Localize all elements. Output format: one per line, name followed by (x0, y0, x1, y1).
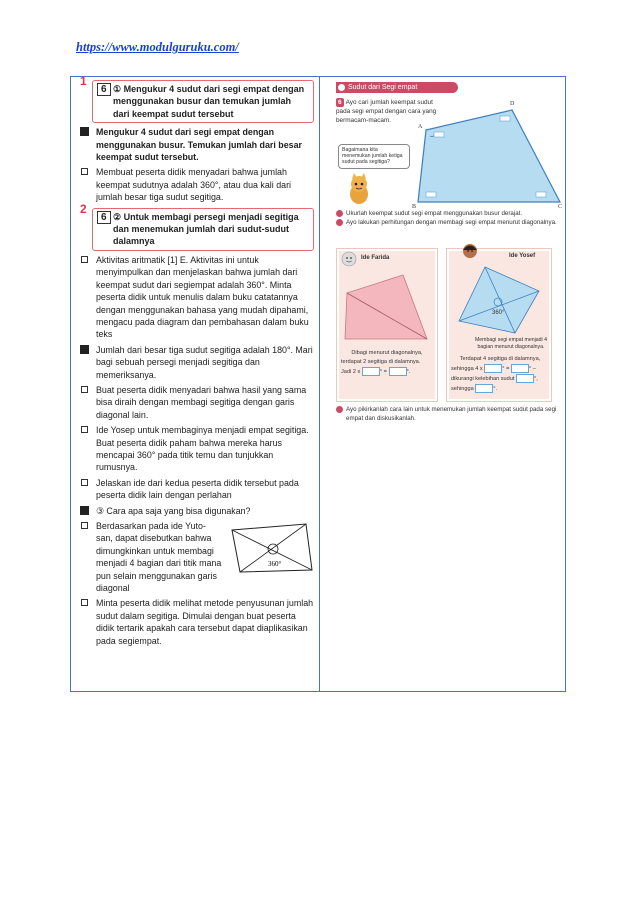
answer-box[interactable] (516, 374, 534, 383)
farida-avatar-icon (341, 251, 357, 267)
list-item (76, 384, 314, 421)
diagram-angle-label: 360° (268, 560, 282, 568)
idea-card-farida (336, 248, 438, 402)
open-bullet-icon (81, 599, 88, 606)
filled-bullet-icon (80, 345, 89, 354)
task-text: Ayo cari jumlah keempat sudut pada segi empat dengan cara yang bermacam-macam. (336, 99, 437, 125)
task-number: 6 (338, 99, 342, 106)
step-3: Ayo pikirkanlah cara lain untuk menemukan jumlah keempat sudut pada segi empat dan diskusikanlah. (336, 406, 564, 423)
farida-explanation: Dibagi menurut diagonalnya, terdapat 2 segitiga di dalamnya. Jadi 2 x ° = °. (341, 350, 423, 375)
textbook-page-column (322, 80, 564, 688)
filled-bullet-icon (80, 127, 89, 136)
list-item-text: Ide Yosep untuk membaginya menjadi empat segitiga. Buat peserta didik paham bahwa mereka harus mencapai 360° pada titik temu dan tunjukkan rumusnya. (96, 425, 309, 473)
answer-box[interactable] (511, 364, 529, 373)
column-divider (319, 77, 320, 691)
list-item (76, 166, 314, 203)
section-2-items (76, 254, 314, 517)
list-item-text: Buat peserta didik menyadari bahwa hasil yang sama bisa diraih dengan membagi segitiga dengan garis diagonal lain. (96, 384, 307, 420)
open-bullet-icon (81, 256, 88, 263)
open-bullet-icon (81, 168, 88, 175)
teacher-notes-column (76, 74, 314, 647)
list-item-text: Jelaskan ide dari kedua peserta didik tersebut pada peserta didik lain dengan perlahan (96, 477, 299, 501)
yosef-angle-label: 360° (492, 310, 505, 316)
quadrilateral-division-diagram (226, 520, 316, 576)
yosef-name: Ide Yosef (509, 253, 536, 259)
list-item-last (76, 597, 314, 647)
list-item (76, 254, 314, 341)
step-1-icon (336, 210, 343, 217)
answer-box[interactable] (389, 367, 407, 376)
section-1-marker: 1 (80, 74, 87, 88)
section-1-number: 6 (97, 83, 111, 96)
open-bullet-icon (81, 426, 88, 433)
step-1: Ukurlah keempat sudut segi empat menggunakan busur derajat. (336, 210, 564, 219)
vertex-d-label: D (510, 101, 515, 107)
quadrilateral-abcd-figure (404, 92, 564, 208)
vertex-a-label: A (418, 124, 423, 130)
vertex-b-label: B (412, 204, 417, 208)
yosef-caption: Membagi segi empat menjadi 4 bagian menurut diagonalnya. (474, 337, 548, 350)
section-2-number: 6 (97, 211, 111, 224)
step-2-icon (336, 219, 343, 226)
list-item (76, 477, 314, 502)
answer-box[interactable] (362, 367, 380, 376)
list-item-text: Mengukur 4 sudut dari segi empat dengan menggunakan busur. Temukan jumlah dari besar keempat sudut tersebut. (96, 127, 302, 163)
list-item (76, 424, 314, 474)
list-item-text: ③ Cara apa saja yang bisa digunakan? (96, 505, 251, 516)
open-bullet-icon (81, 479, 88, 486)
idea-card-yosef (446, 248, 552, 402)
tag-dot-icon (338, 84, 345, 91)
list-item-text: Membuat peserta didik menyadari bahwa jumlah keempat sudutnya adalah 360°, atau dua kali dari jumlah besar tiga sudut segitiga. (96, 167, 291, 203)
section-1-box (80, 74, 314, 123)
list-item (76, 505, 314, 517)
yosef-avatar-icon (461, 241, 479, 259)
section-1-items (76, 126, 314, 203)
list-item (76, 126, 314, 163)
answer-box[interactable] (475, 384, 493, 393)
farida-name: Ide Farida (361, 255, 390, 261)
answer-box[interactable] (484, 364, 502, 373)
list-item-text: Minta peserta didik melihat metode penyusunan jumlah sudut dalam segitiga. Dimulai dengan buat peserta didik tertarik apakah cara tersebut dapat diaplikasikan pada segiempat. (96, 598, 314, 646)
section-2-title: ② Untuk membagi persegi menjadi segitiga dan menemukan jumlah dari sudut-sudut dalamnya (113, 211, 299, 247)
open-bullet-icon (81, 386, 88, 393)
section-2-box (80, 201, 314, 251)
speech-bubble-text: Bagaimana kita menemukan jumlah ketiga sudut pada segitiga? (342, 147, 403, 166)
speech-bubble (338, 144, 410, 169)
section-1-title: ① Mengukur 4 sudut dari segi empat dengan menggunakan busur dan temukan jumlah dari keempat sudut tersebut (113, 84, 305, 119)
step-2: Ayo lakukan perhitungan dengan membagi segi empat menurut diagonalnya. (336, 219, 564, 228)
step-3-icon (336, 406, 343, 413)
yosef-explanation: Terdapat 4 segitiga di dalamnya, sehingga 4 x ° = ° – dikurangi kelebihan sudut °, sehingga °. (451, 356, 541, 392)
yosef-diagonal-figure (455, 265, 545, 337)
section-2-marker: 2 (80, 201, 87, 216)
list-item-text: Berdasarkan pada ide Yuto-san, dapat disebutkan bahwa dimungkinkan untuk membagi menjadi 4 bagian dari titik mana pun selain menggunakan garis diagonal (96, 521, 222, 594)
vertex-c-label: C (558, 204, 563, 208)
cat-mascot-icon (342, 172, 376, 206)
list-item-diagram (76, 520, 314, 594)
open-bullet-icon (81, 522, 88, 529)
source-url[interactable]: https://www.modulguruku.com/ (76, 40, 239, 54)
list-item-text: Jumlah dari besar tiga sudut segitiga adalah 180°. Mari bagi sebuah persegi menjadi segitiga dan memeriksanya. (96, 344, 313, 380)
farida-diagonal-figure (343, 273, 431, 343)
list-item (76, 344, 314, 381)
list-item-text: Aktivitas aritmatik [1] E. Aktivitas ini untuk menyimpulkan dan menjelaskan bahwa jumlah dari keempat sudut dari segiempat adalah 360°. Minta peserta didik untuk menulis dalam buku catatannya dengan menggunakan bahasa yang mudah dipahami, mengacu pada diagram dan pembahasan dalam buku teks (96, 254, 309, 340)
filled-bullet-icon (80, 506, 89, 515)
topic-tag-label: Sudut dari Segi empat (348, 84, 418, 91)
instruction-steps (336, 210, 564, 227)
